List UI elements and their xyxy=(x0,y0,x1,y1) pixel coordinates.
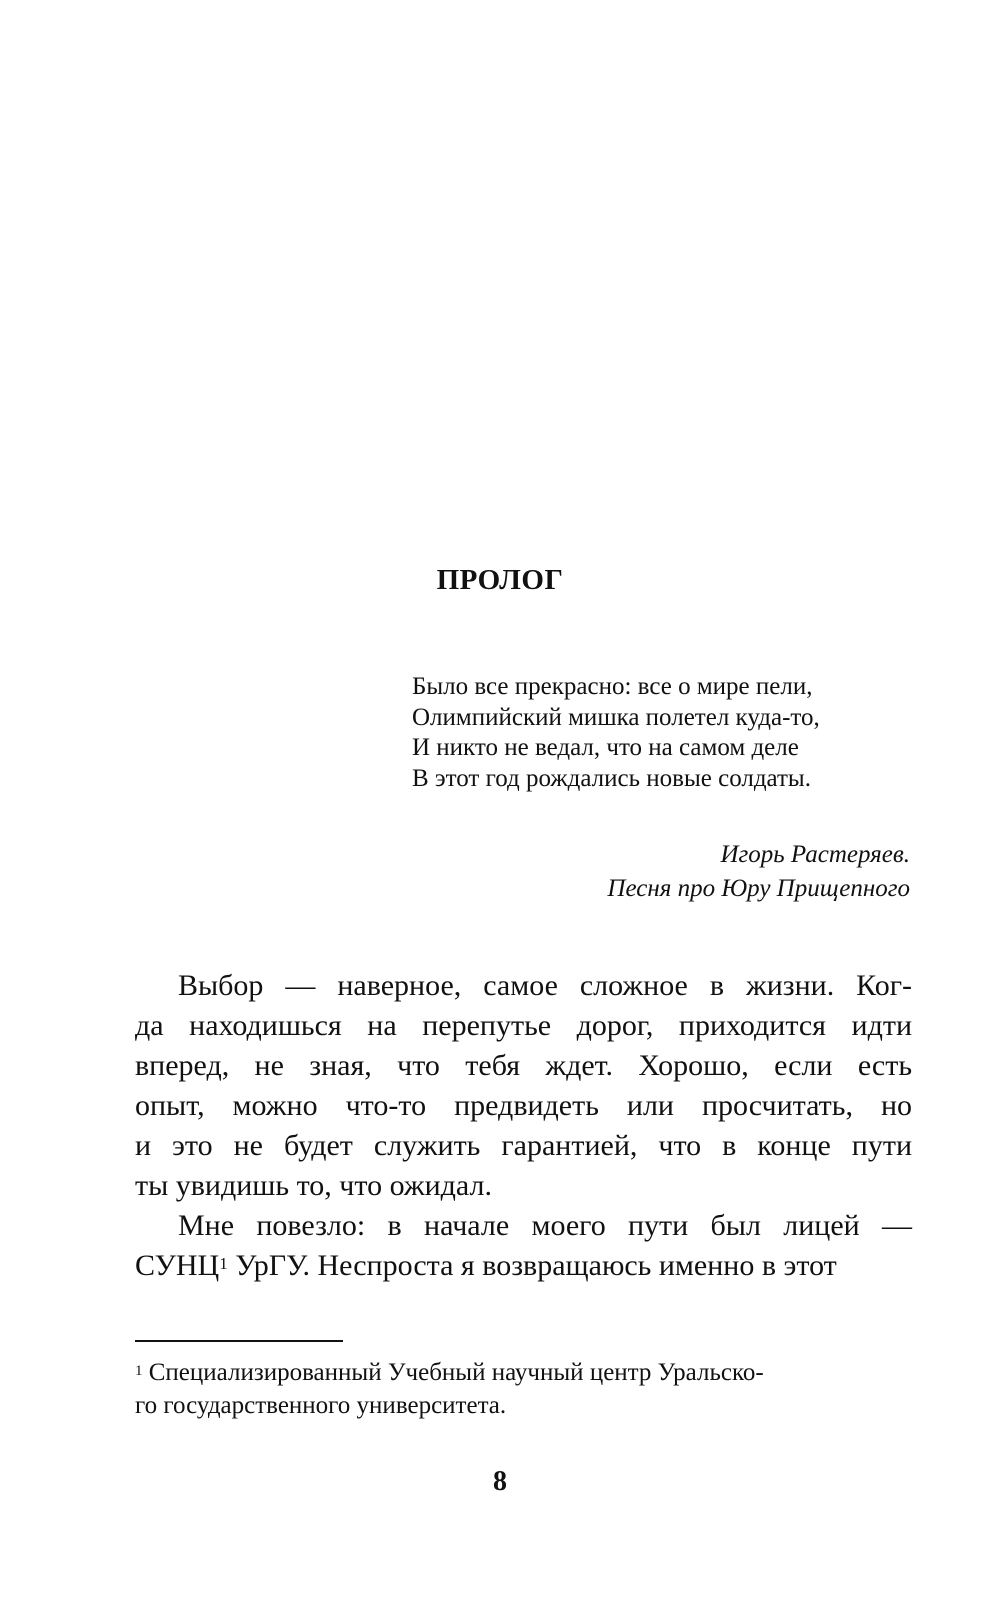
epigraph-author: Игорь Растеряев. xyxy=(720,841,910,868)
footnote-line: го государственного университета. xyxy=(135,1392,507,1419)
footnote-text: Специализированный Учебный научный центр Уральско- xyxy=(148,1359,764,1386)
body-line: ты увидишь то, что ожидал. xyxy=(135,1169,492,1202)
epigraph-line: В этот год рождались новые солдаты. xyxy=(412,764,811,792)
body-line: и это не будет служить гарантией, что в конце пути xyxy=(135,1129,912,1162)
body-line: Мне повезло: в начале моего пути был лицей — xyxy=(178,1209,912,1242)
chapter-title: ПРОЛОГ xyxy=(436,564,564,596)
body-line: вперед, не зная, что тебя ждет. Хорошо, если есть xyxy=(135,1049,912,1082)
epigraph-attribution xyxy=(607,838,910,906)
body-line: да находишься на перепутье дорог, приходится идти xyxy=(135,1009,912,1042)
body-text-fragment: СУНЦ xyxy=(135,1249,220,1282)
epigraph-line: Было все прекрасно: все о мире пели, xyxy=(412,673,813,700)
epigraph-line: Олимпийский мишка полетел куда-то, xyxy=(412,703,820,731)
epigraph-line: И никто не ведал, что на самом деле xyxy=(412,734,799,761)
epigraph-source: Песня про Юру Прищепного xyxy=(607,875,910,902)
body-line-with-footnote xyxy=(135,1246,912,1286)
body-line: Выбор — наверное, самое сложное в жизни. Ког- xyxy=(178,969,912,1002)
footnote xyxy=(135,1356,912,1422)
epigraph xyxy=(412,672,912,794)
footnote-marker: 1 xyxy=(135,1363,143,1379)
body-text xyxy=(135,966,912,1286)
footnote-reference[interactable]: 1 xyxy=(219,1254,228,1273)
footnote-line xyxy=(135,1356,912,1389)
footnote-divider xyxy=(135,1340,343,1342)
body-line: опыт, можно что-то предвидеть или просчитать, но xyxy=(135,1089,912,1122)
page-number: 8 xyxy=(493,1466,507,1497)
body-text-fragment: УрГУ. Неспроста я возвращаюсь именно в этот xyxy=(235,1249,837,1282)
